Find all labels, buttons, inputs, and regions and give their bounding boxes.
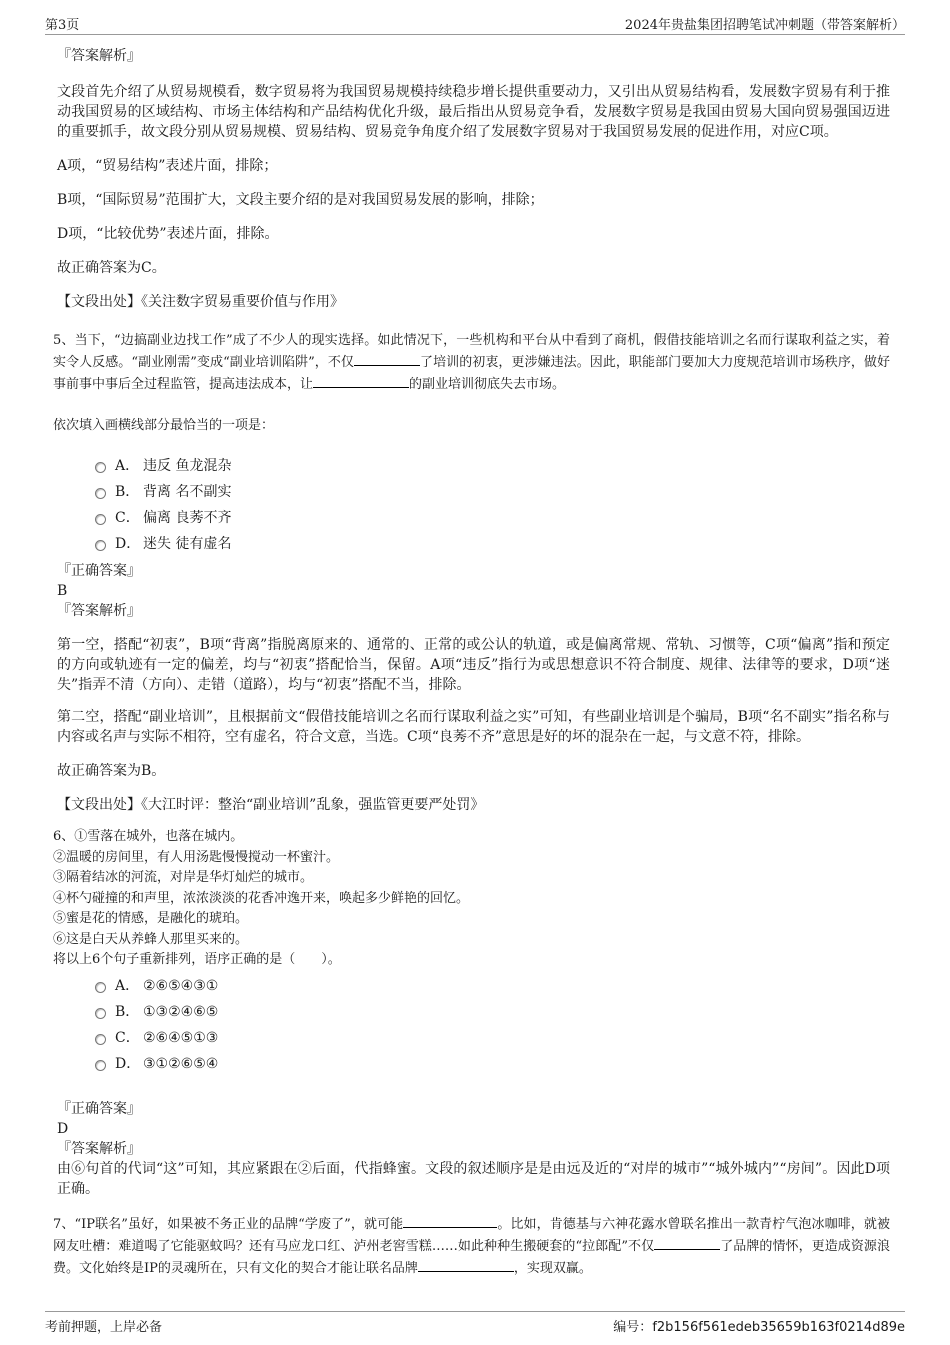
q6-option-c[interactable]: C． ②⑥④⑤①③: [95, 1025, 890, 1051]
q5-answer-label: 『正确答案』: [57, 563, 141, 579]
radio-icon[interactable]: [95, 488, 106, 499]
radio-icon[interactable]: [95, 1008, 106, 1019]
q5-analysis-paragraph-2: 第二空，搭配“副业培训”，且根据前文“假借技能培训之名而行谋取利益之实”可知，有些副业培训是个骗局，B项“名不副实”指名称与内容或名声与实际不相符，空有虚名，符合文意，当选。C项“良莠不齐”意思是好的坏的混杂在一起，与文意不符，排除。: [57, 709, 890, 745]
q6-line: ③隔着结冰的河流，对岸是华灯灿烂的城市。: [53, 870, 314, 885]
q6-answer-label: 『正确答案』: [57, 1100, 141, 1117]
q5-analysis-paragraph-1: 第一空，搭配“初衷”，B项“背离”指脱离原来的、通常的、正常的或公认的轨道，或是偏离常规、常轨、习惯等，C项“偏离”指和预定的方向或轨迹有一定的偏差，均与“初衷”搭配恰当，保留。A项“违反”指行为或思想意识不符合制度、规律、法律等的要求，D项“迷失”指弄不清（方向）、走错（道路），均与“初衷”搭配不当，排除。: [57, 637, 890, 693]
page-footer: [45, 1311, 905, 1336]
q4-analysis-option-d: D项，“比较优势”表述片面，排除。: [57, 226, 279, 242]
q6-line: ②温暖的房间里，有人用汤匙慢慢搅动一杯蜜汁。: [53, 849, 340, 865]
q5-stem: 5、当下，“边搞副业边找工作”成了不少人的现实选择。如此情况下，一些机构和平台从中看到了商机，假借技能培训之名而行谋取利益之实，着实令人反感。“副业刚需”变成“副业培训陷阱”，不仅 了培训的初衷，更涉嫌违法。因此，职能部门要加大力度规范培训市场秩序，做好事前事中事后全过程监管，提高违法成本，让 的副业培训彻底失去市场。: [53, 333, 890, 392]
q5-source: 【文段出处】《大江时评：整治“副业培训”乱象，强监管更要严处罚》: [57, 797, 485, 813]
q6-prompt: 将以上6个句子重新排列，语序正确的是（ ）。: [53, 952, 341, 967]
q5-blank-1: [354, 351, 420, 366]
q7-blank-1: [403, 1213, 497, 1228]
q6-stem: [53, 827, 890, 971]
q7-blank-2: [654, 1235, 720, 1250]
q6-options: [95, 973, 890, 1077]
q6-option-a[interactable]: A． ②⑥⑤④③①: [95, 973, 890, 999]
q5-option-c[interactable]: C． 偏离 良莠不齐: [95, 505, 890, 531]
q6-line: 6、①雪落在城外，也落在城内。: [53, 829, 244, 844]
q6-answer: D: [57, 1120, 69, 1137]
q6-option-b[interactable]: B． ①③②④⑥⑤: [95, 999, 890, 1025]
q5-option-b[interactable]: B． 背离 名不副实: [95, 479, 890, 505]
q4-analysis-paragraph: 文段首先介绍了从贸易规模看，数字贸易将为我国贸易规模持续稳步增长提供重要动力，又引出从贸易结构看，发展数字贸易有利于推动我国贸易的区域结构、市场主体结构和产品结构优化升级，最后指出从贸易竞争看，发展数字贸易是我国由贸易大国向贸易强国迈进的重要抓手，故文段分别从贸易规模、贸易结构、贸易竞争角度介绍了发展数字贸易对于我国贸易发展的促进作用，对应C项。: [57, 84, 890, 140]
document-title: 2024年贵盐集团招聘笔试冲刺题（带答案解析）: [624, 18, 905, 33]
q6-line: ⑤蜜是花的情感，是融化的琥珀。: [53, 911, 249, 926]
q6-analysis: 由⑥句首的代词“这”可知，其应紧跟在②后面，代指蜂蜜。文段的叙述顺序是是由远及近的“对岸的城市”“城外城内”“房间”。因此D项正确。: [57, 1160, 890, 1197]
q7-blank-3: [418, 1257, 514, 1272]
q6-option-d[interactable]: D． ③①②⑥⑤④: [95, 1051, 890, 1077]
radio-icon[interactable]: [95, 540, 106, 551]
radio-icon[interactable]: [95, 514, 106, 525]
q6-answer-block: [57, 1099, 890, 1199]
q5-blank-2: [313, 373, 409, 388]
q5-option-d[interactable]: D． 迷失 徒有虚名: [95, 531, 890, 557]
q5-options: [95, 453, 890, 557]
q6-line: ④杯勺碰撞的和声里，浓浓淡淡的花香冲逸开来，唤起多少鲜艳的回忆。: [53, 890, 470, 906]
q6-analysis-label: 『答案解析』: [57, 1140, 141, 1157]
q4-conclusion: 故正确答案为C。: [57, 260, 166, 276]
q4-analysis-option-a: A项，“贸易结构”表述片面，排除；: [57, 158, 278, 174]
q4-source: 【文段出处】《关注数字贸易重要价值与作用》: [57, 294, 344, 310]
page-number: 第3页: [45, 18, 80, 33]
q5-prompt: 依次填入画横线部分最恰当的一项是：: [53, 418, 275, 433]
q5-analysis-label: 『答案解析』: [57, 603, 141, 619]
q5-answer: B: [57, 583, 68, 599]
document-code: 编号：f2b156f561edeb35659b163f0214d89e: [613, 1320, 905, 1335]
radio-icon[interactable]: [95, 1060, 106, 1071]
q5-conclusion: 故正确答案为B。: [57, 763, 166, 779]
radio-icon[interactable]: [95, 982, 106, 993]
q4-analysis-label: 『答案解析』: [57, 48, 141, 64]
page-content: [53, 40, 890, 1279]
q4-analysis-option-b: B项，“国际贸易”范围扩大，文段主要介绍的是对我国贸易发展的影响，排除；: [57, 192, 544, 208]
page-header: [45, 12, 905, 35]
q5-option-a[interactable]: A． 违反 鱼龙混杂: [95, 453, 890, 479]
q7-stem: 7、“IP联名”虽好，如果被不务正业的品牌“学废了”，就可能 。比如，肯德基与六神花露水曾联名推出一款青柠气泡冰咖啡，就被网友吐槽：难道喝了它能驱蚊吗？还有马应龙口红、泸州老窖雪糕……如此种种生搬硬套的“拉郎配”不仅 了品牌的情怀，更造成资源浪费。文化始终是IP的灵魂所在，只有文化的契合才能让联名品牌 ，实现双赢。: [53, 1213, 890, 1279]
q6-line: ⑥这是白天从养蜂人那里买来的。: [53, 931, 249, 947]
footer-slogan: 考前押题，上岸必备: [45, 1320, 163, 1335]
q5-answer-block: [57, 561, 890, 621]
radio-icon[interactable]: [95, 1034, 106, 1045]
radio-icon[interactable]: [95, 462, 106, 473]
